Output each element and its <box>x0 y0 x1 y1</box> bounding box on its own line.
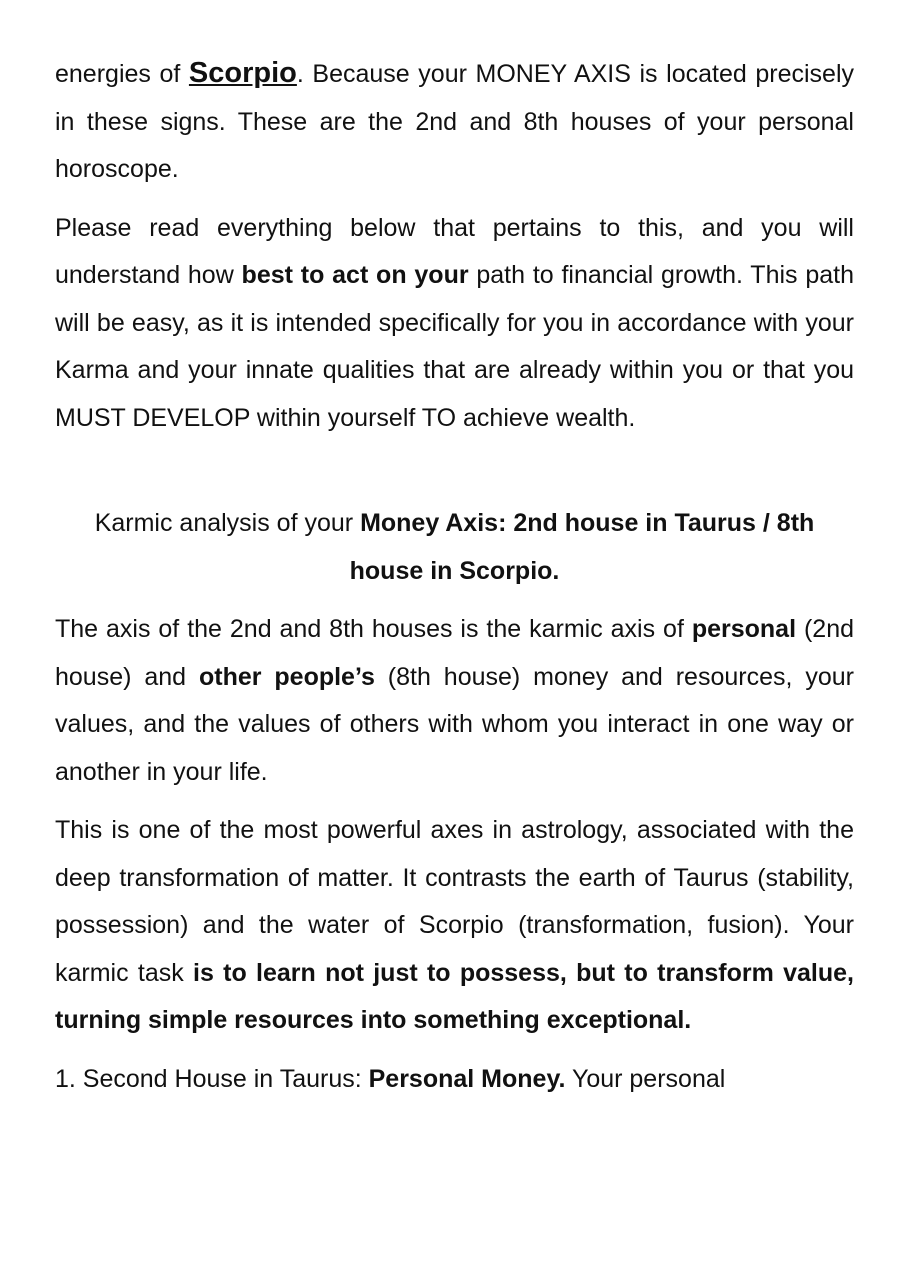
paragraph-powerful-axis <box>55 807 854 1045</box>
bold-text: other people’s <box>198 662 375 691</box>
section-heading <box>55 500 854 595</box>
bold-text: best to act on your <box>241 261 469 289</box>
text: 1. Second House in Taurus: <box>55 1064 369 1093</box>
sign-scorpio: Scorpio <box>188 57 297 89</box>
text: Your personal <box>565 1064 726 1093</box>
paragraph-intro <box>55 50 854 194</box>
text: (2nd house) and <box>55 615 855 691</box>
paragraph-instructions <box>55 205 854 443</box>
text: path to financial growth. This path will be easy, as it is intended specifically for you in accordance with your Karma and your innate qualities that are already within you or that you MUST DEVELOP within yourself TO achieve wealth. <box>55 261 854 432</box>
bold-text: is to learn not just to possess, but to transform value, turning simple resources into something exceptional. <box>55 958 854 1034</box>
paragraph-second-house <box>55 1056 854 1104</box>
bold-text: Personal Money. <box>368 1064 566 1093</box>
text: The axis of the 2nd and 8th houses is the karmic axis of <box>55 615 692 643</box>
text: . Because your MONEY AXIS is located precisely in these signs. These are the 2nd and 8th houses of your personal horoscope. <box>55 60 854 183</box>
bold-text: personal <box>691 615 797 643</box>
text: Karmic analysis of your <box>94 509 361 537</box>
text: Please read everything below that pertains to this, and you will understand how <box>55 213 854 289</box>
spacer <box>55 442 854 500</box>
text: This is one of the most powerful axes in astrology, associated with the deep transformation of matter. It contrasts the earth of Taurus (stability, possession) and the water of Scorpio (transformation, fusion). Your karmic task <box>55 816 854 987</box>
text: energies of <box>55 60 189 88</box>
paragraph-axis <box>55 606 854 796</box>
bold-text: Money Axis: 2nd house in Taurus / 8th house in Scorpio. <box>349 509 815 585</box>
text: (8th house) money and resources, your values, and the values of others with whom you interact in one way or another in your life. <box>55 662 854 786</box>
document-page <box>55 50 854 1103</box>
